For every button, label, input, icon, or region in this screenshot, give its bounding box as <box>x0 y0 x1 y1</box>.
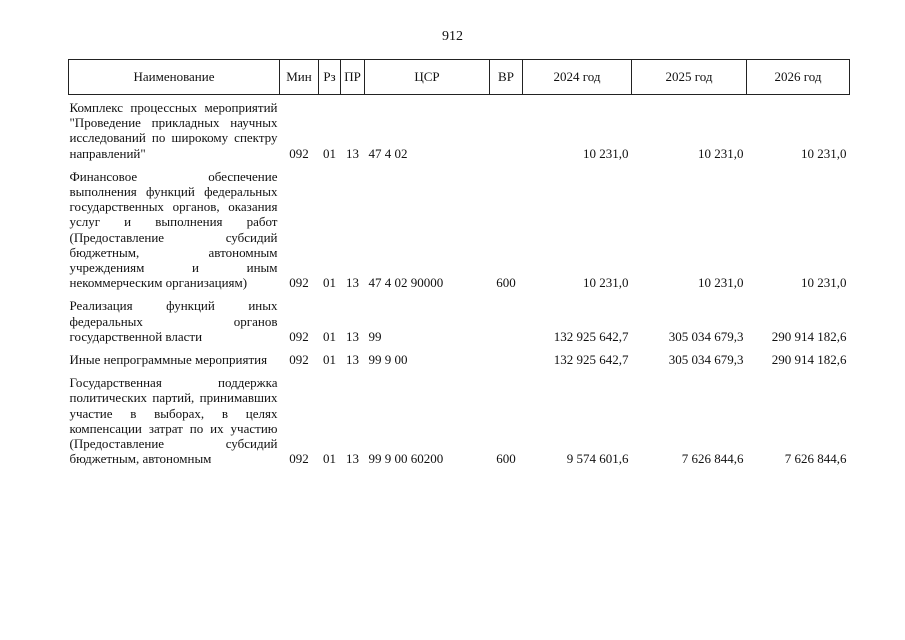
row-name: Комплекс процессных мероприятий "Проведение прикладных научных исследований по широкому спектру направлений" <box>69 100 278 161</box>
row-2025: 7 626 844,6 <box>681 451 744 467</box>
row-pr: 13 <box>346 352 359 368</box>
row-2024: 132 925 642,7 <box>553 328 629 344</box>
row-min: 092 <box>289 275 309 291</box>
row-2026: 290 914 182,6 <box>771 328 847 344</box>
row-rz: 01 <box>323 275 336 291</box>
row-rz: 01 <box>323 145 336 161</box>
row-2025: 305 034 679,3 <box>668 328 744 344</box>
header-name: Наименование <box>69 60 280 95</box>
header-min: Мин <box>280 60 319 95</box>
row-pr: 13 <box>346 328 359 344</box>
row-rz: 01 <box>323 451 336 467</box>
row-csr: 99 <box>368 328 382 344</box>
page-number: 912 <box>442 29 463 44</box>
row-vr <box>490 95 523 161</box>
row-name: Реализация функций иных федеральных органов государственной власти <box>69 298 278 344</box>
row-rz: 01 <box>323 328 336 344</box>
row-2024: 10 231,0 <box>583 275 629 291</box>
row-2026: 10 231,0 <box>801 145 847 161</box>
header-pr: ПР <box>341 60 365 95</box>
row-pr: 13 <box>346 275 359 291</box>
header-2024: 2024 год <box>523 60 632 95</box>
budget-table <box>68 59 850 466</box>
row-pr: 13 <box>346 451 359 467</box>
header-csr: ЦСР <box>365 60 490 95</box>
row-min: 092 <box>289 451 309 467</box>
header-2025: 2025 год <box>632 60 747 95</box>
table-row <box>69 298 850 344</box>
row-2024: 10 231,0 <box>583 145 629 161</box>
row-csr: 99 9 00 60200 <box>368 451 444 467</box>
row-vr: 600 <box>496 275 516 291</box>
row-rz: 01 <box>323 352 336 368</box>
row-csr: 47 4 02 <box>368 145 408 161</box>
row-2026: 290 914 182,6 <box>771 352 847 368</box>
header-2026: 2026 год <box>747 60 850 95</box>
row-2026: 7 626 844,6 <box>784 451 847 467</box>
table-row <box>69 352 850 367</box>
table-header <box>69 60 850 95</box>
row-min: 092 <box>289 145 309 161</box>
row-2024: 9 574 601,6 <box>566 451 629 467</box>
header-rz: Рз <box>319 60 341 95</box>
table-row <box>69 375 850 466</box>
row-csr: 99 9 00 <box>368 352 408 368</box>
row-csr: 47 4 02 90000 <box>368 275 444 291</box>
row-2026: 10 231,0 <box>801 275 847 291</box>
row-name: Иные непрограммные мероприятия <box>69 352 268 368</box>
table-row <box>69 95 850 161</box>
row-name: Финансовое обеспечение выполнения функций федеральных государственных органов, оказания услуг и выполнения работ (Предоставление субсидий бюджетным, автономным учреждениям и иным некоммерческим организациям) <box>69 168 278 291</box>
row-vr <box>490 352 523 367</box>
row-pr: 13 <box>346 145 359 161</box>
table-row <box>69 169 850 291</box>
row-vr: 600 <box>496 451 516 467</box>
row-min: 092 <box>289 328 309 344</box>
row-2025: 10 231,0 <box>698 145 744 161</box>
row-min: 092 <box>289 352 309 368</box>
header-vr: ВР <box>490 60 523 95</box>
row-2025: 10 231,0 <box>698 275 744 291</box>
row-2025: 305 034 679,3 <box>668 352 744 368</box>
row-vr <box>490 298 523 344</box>
row-2024: 132 925 642,7 <box>553 352 629 368</box>
row-name: Государственная поддержка политических партий, принимавших участие в выборах, в целях компенсации затрат по их участию (Предоставление субсидий бюджетным, автономным <box>69 375 278 467</box>
